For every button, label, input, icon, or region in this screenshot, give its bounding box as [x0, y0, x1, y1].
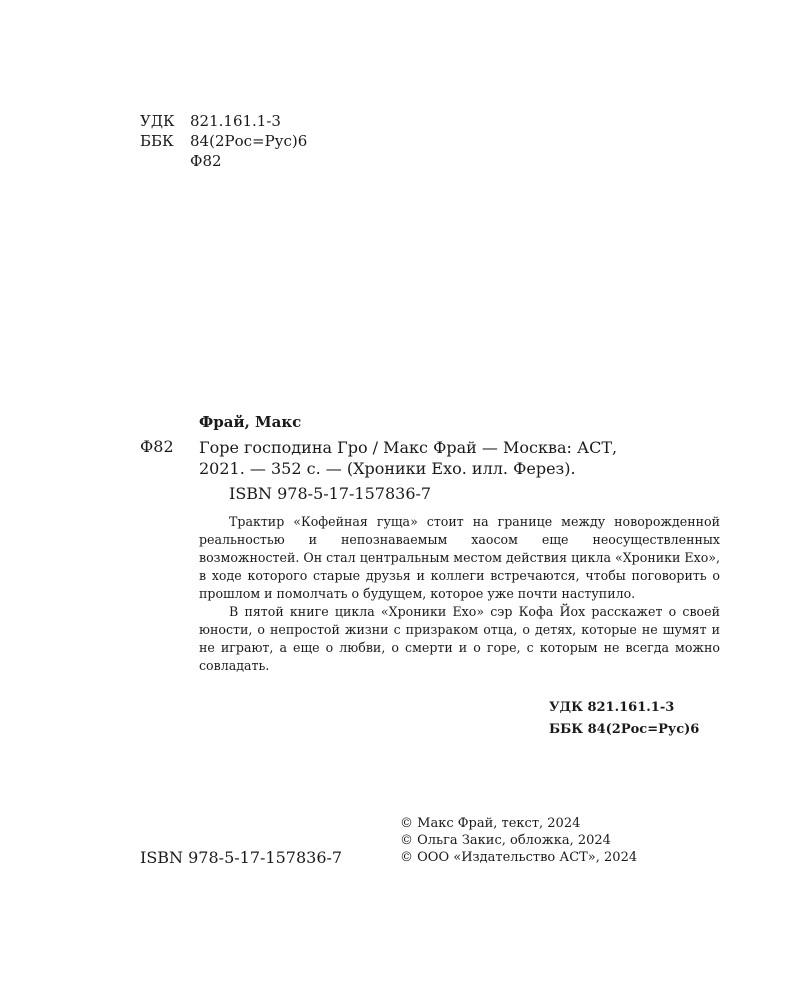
- catalog-mark: Ф82: [140, 437, 174, 456]
- copyright-line: © Ольга Закис, обложка, 2024: [400, 833, 611, 848]
- annotation-paragraph-2: В пятой книге цикла «Хроники Ехо» сэр Кофа Йох расскажет о своей юности, о непростой жизни с призраком отца, о детях, которые не шумят и не играют, а еще о любви, о смерти и о горе, с которым не всегда можно совладать.: [199, 604, 720, 673]
- author-heading: Фрай, Макс: [199, 413, 302, 431]
- annotation: [199, 513, 720, 675]
- isbn-entry: ISBN 978-5-17-157836-7: [229, 484, 432, 503]
- description-line-2: 2021. — 352 с. — (Хроники Ехо. илл. Ферез).: [199, 459, 576, 478]
- bottom-classification-codes: [549, 697, 699, 741]
- author-mark: Ф82: [190, 152, 222, 170]
- isbn-footer: ISBN 978-5-17-157836-7: [140, 848, 343, 867]
- annotation-paragraph-1: Трактир «Кофейная гуща» стоит на границе между новорожденной реальностью и непознаваемым хаосом еще неосуществленных возможностей. Он стал центральным местом действия цикла «Хроники Ехо», в ходе которого старые друзья и коллеги встречаются, чтобы поговорить о прошлом и помолчать о будущем, которое уже почти наступило.: [199, 514, 720, 601]
- top-classification-codes: [140, 111, 307, 171]
- spacer: [140, 151, 190, 171]
- copyright-line: © ООО «Издательство АСТ», 2024: [400, 850, 638, 865]
- copyright-block: [400, 815, 637, 866]
- bbk-value: 84(2Рос=Рус)6: [190, 132, 308, 150]
- description-line-1: Горе господина Гро / Макс Фрай — Москва: АСТ,: [199, 438, 618, 457]
- bottom-bbk: ББК 84(2Рос=Рус)6: [549, 722, 700, 737]
- bottom-udk: УДК 821.161.1-3: [549, 700, 675, 715]
- udk-label: УДК: [140, 112, 175, 130]
- copyright-line: © Макс Фрай, текст, 2024: [400, 816, 581, 831]
- bibliographic-description: [199, 437, 617, 479]
- udk-value: 821.161.1-3: [190, 112, 281, 130]
- bbk-label: ББК: [140, 132, 174, 150]
